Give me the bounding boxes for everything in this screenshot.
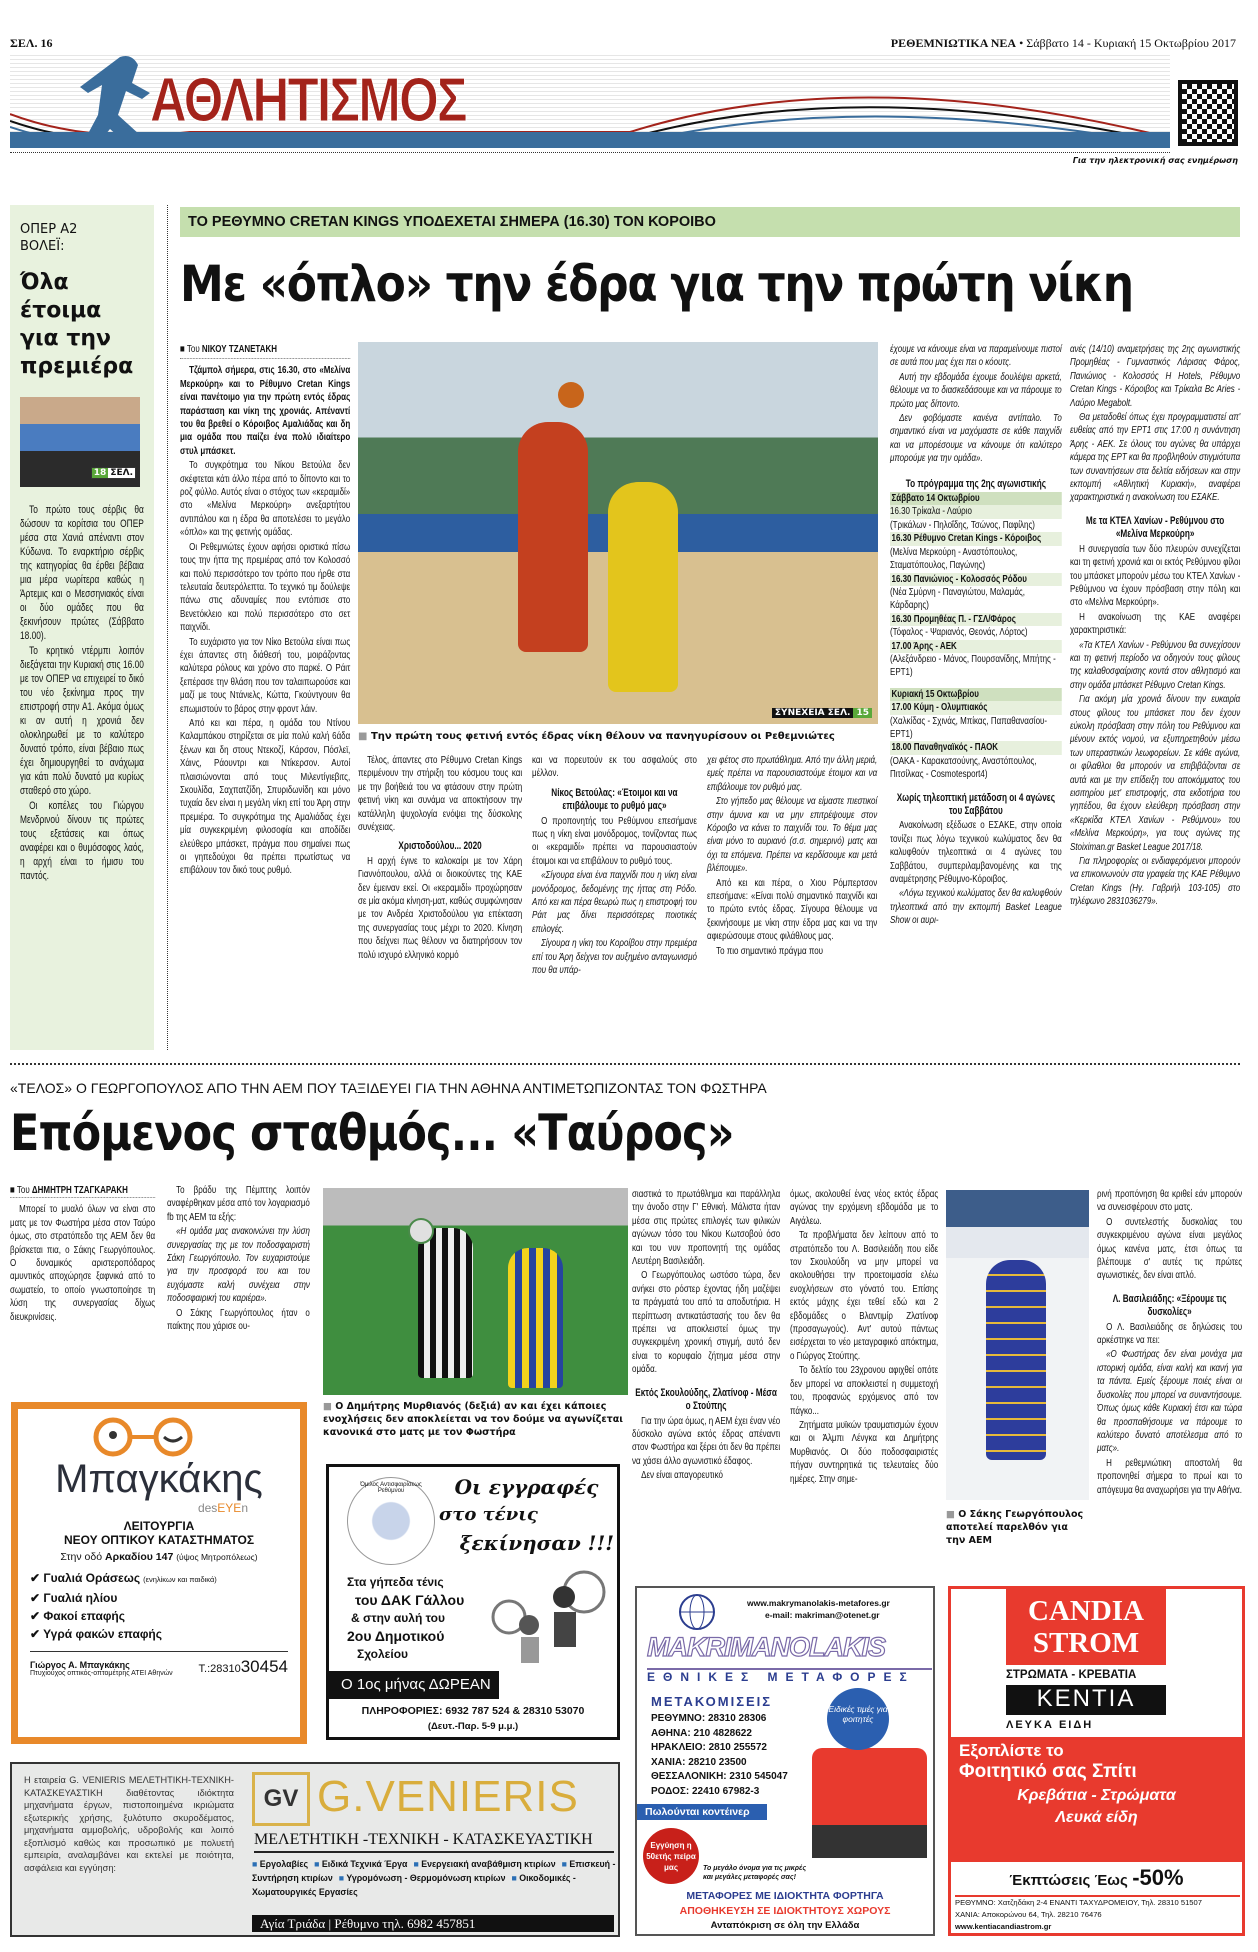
subbrand-a: des	[197, 1501, 218, 1515]
subheading: Χριστοδούλου... 2020	[398, 840, 482, 853]
paragraph: Ανακοίνωση εξέδωσε ο ΕΣΑΚΕ, στην οποία τονίζει πως λόγω τεχνικού κωλύματος δεν θα καλυφθούν τηλεοπτικά οι 4 αγώνες του Σαββάτου, συμπεριλαμβανομένης και της αναμέτρησης Ρέθυμνο-Κόροιβος.	[890, 819, 1062, 886]
quote: έχουμε να κάνουμε είναι να παραμείνουμε πιστοί σε αυτά που μας έχει πει ο κόουτς.	[890, 343, 1062, 369]
optics-item	[30, 1569, 288, 1589]
optics-phone	[199, 1657, 289, 1677]
optics-item-note: (ενηλίκων και παιδικά)	[143, 1575, 217, 1584]
paragraph: Το πρώτο τους σέρβις θα δώσουν τα κορίτσια του ΟΠΕΡ μέσα στα Χανιά απέναντι στον Κύδωνα. Το εναρκτήριο σέρβις της κατηγορίας θα έρθει βέβαια μια μέρα νωρίτερα καθώς η Άρτεμις και ο Μεσσηνιακός είναι οι δύο ομάδες που θα ξεκινήσουν πρώτες (Σάββατο 18.00).	[20, 504, 144, 642]
subheading: Χωρίς τηλεοπτική μετάδοση οι 4 αγώνες του Σαββάτου	[896, 791, 1055, 817]
service-label: Ενεργειακή αναβάθμιση κτιρίων	[421, 1859, 556, 1869]
paragraph: Το συγκρότημα του Νίκου Βετούλα δεν σκέφτεται κάτι άλλο πέρα από το δίποντο και το ροζ φύλλο. Αυτός είναι ο στόχος των «κεραμιδί» στο «Μελίνα Μερκούρη» ανεξαρτήτου αντιπάλου και η έδρα θα αποτελέσει το μεγάλο «όπλο» και της φετινής ομάδας.	[180, 459, 351, 539]
square-bullet-icon: ■	[338, 1873, 347, 1883]
venieris-service	[252, 1859, 308, 1869]
paragraph: Το ευχάριστο για τον Νίκο Βετούλα είναι πως έχει άπαντες στη διάθεσή του, μοιράζοντας καλύτερα ρόλους και χρόνο στο παρκέ. Ο Ράιτ ξεπέρασε την θλάση που τον ταλαιπωρούσε και μαζί με τους Ντάνιελς, Κώττα, Γκούντγουιν θα επωμιστούν το βάρος στην φροντ λάιν.	[180, 635, 351, 715]
sidebar-title: Όλα έτοιμα για την πρεμιέρα	[20, 270, 134, 379]
service-label: Οικοδομικές - Χωματουργικές Εργασίες	[252, 1873, 576, 1897]
byline: ■ Του ΝΙΚΟΥ ΤΖΑΝΕΤΑΚΗ	[180, 343, 350, 359]
kids-tennis-illustration	[489, 1567, 614, 1667]
subbrand-c: n	[241, 1501, 248, 1515]
continued-label: ΣΥΝΕΧΕΙΑ ΣΕΛ.	[774, 708, 851, 718]
phone-prefix: Τ.:28310	[198, 1663, 241, 1675]
promo-line: Φοιτητικό σας Σπίτι	[959, 1761, 1137, 1782]
tennis-line: Σχολείου	[357, 1647, 409, 1661]
quote: χει φέτος στο πρωτάθλημα. Από την άλλη μεριά, εμείς πρέπει να παρουσιαστούμε έτοιμοι και να επιβάλουμε τον ρυθμό μας.	[707, 754, 878, 793]
address-prefix: Στην οδό	[60, 1551, 103, 1563]
program-game-info: (Τόφαλος - Ψαριανός, Θεονάς, Λόρτος)	[890, 626, 1028, 639]
subbrand-b: EYE	[217, 1501, 242, 1515]
movers-brand-sub: ΕΘΝΙΚΕΣ ΜΕΤΑΦΟΡΕΣ	[647, 1668, 932, 1684]
optics-owner-title: Πτυχιούχος οπτικός-οπτομέτρης ΑΤΕΙ Αθηνών	[30, 1670, 173, 1677]
paragraph: Το πιο σημαντικό πράγμα που	[716, 944, 824, 957]
paragraph: Μπορεί το μυαλό όλων να είναι στο ματς με τον Φωστήρα μέσα στον Ταύρο όμως, στο στρατόπεδο της ΑΕΜ δεν θα βρίσκεται πια, ο Σάκης Γεωργόπουλος. Ο δυναμικός αριστεροπόδαρος αμυντικός αποχώρησε ξαφνικά από το σωματείο, το οποίο γνωστοποίησε τη λύση της συνεργασίας δίχως διευκρινίσεις.	[10, 1203, 156, 1323]
basketball-photo	[358, 342, 878, 724]
optics-brand: Μπαγκάκης	[55, 1457, 263, 1501]
address-line: ΧΑΝΙΑ: Αποκορώνου 64, Τηλ. 28210 76476	[955, 1910, 1102, 1919]
program-title: Το πρόγραμμα της 2ης αγωνιστικής	[905, 477, 1047, 490]
globe-icon	[657, 1592, 727, 1632]
discount-label: Έκπτώσεις Έως	[1009, 1872, 1128, 1889]
paragraph: ρινή προπόνηση θα κριθεί εάν μπορούν να συνεισφέρουν στο ματς.	[1097, 1188, 1243, 1214]
paragraph: Οι Ρεθεμνιώτες έχουν αφήσει οριστικά πίσω τους την ήττα της πρεμιέρας από τον Κολοσσό και πολύ περισσότερο τον τρόπο που ήρθε στα τελευταία δευτερόλεπτα. Το τεχνικό τιμ δούλεψε πάνω στις αδυναμίες που εντόπισε στο Βενετόκλειο και πολύ περισσότερο στο σετ παιχνίδι.	[180, 540, 351, 634]
optics-item-label: Γυαλιά ηλίου	[43, 1591, 118, 1605]
tennis-hours: (Δευτ.-Παρ. 5-9 μ.μ.)	[427, 1721, 519, 1732]
paragraph: Ζητήματα μυϊκών τραυματισμών έχουν και οι Άλμπι Λένγκα και Δημήτρης Μυρθιανός. Οι δύο ποδοσφαιριστές πήγαν συντηρητικά τις τελευταίες δύο ημέρες. Στην σημε-	[790, 1418, 939, 1485]
program-game: 16.30 Τρίκαλα - Λαύριο	[890, 505, 1062, 518]
program-game: 17.00 Κύμη - Ολυμπιακός	[890, 701, 1062, 714]
banner-rule	[10, 152, 1170, 153]
containers-label: Πωλούνται κοντέινερ	[637, 1804, 767, 1820]
optics-item-label: Υγρά φακών επαφής	[43, 1627, 162, 1641]
program-list	[890, 492, 1062, 782]
address-street: Αρκαδίου 147	[105, 1551, 174, 1563]
quote: Στο γήπεδο μας θέλουμε να είμαστε πιεστικοί στην άμυνα και να μην επιτρέψουμε στον Κόροιβο να κάνει το παιχνίδι του. Το θέμα μας είναι μόνο το αυριανό (σ.σ. σημερινό) ματς και όχι τα επόμενα. Πρέπει να κερδίσουμε και μετά βλέπουμε».	[707, 795, 878, 875]
optics-address	[30, 1551, 288, 1563]
article2-col1	[10, 1184, 155, 1325]
program-game: 18.00 Παναθηναϊκός - ΠΑΟΚ	[890, 741, 1062, 754]
paragraph: Ο Γεωργόπουλος ωστόσο τώρα, δεν ανήκει στο ρόστερ έχοντας ήδη μαζέψει τα πράγματά του από τα αποδυτήρια. Η περίπτωση αντικατάστασής του δεν θα πρέπει να αποκλειστεί όμως την συγκεκριμένη χρονική στιγμή, αυτό δεν είναι το κορυφαίο ζήτημα μέσα στην ομάδα.	[632, 1269, 781, 1376]
sidebar-box	[10, 205, 154, 1050]
checkmark-icon: ✔	[30, 1591, 44, 1605]
byline-prefix: Του	[16, 1184, 30, 1196]
page-ref-number: 18	[93, 468, 107, 478]
section-banner	[10, 52, 1170, 150]
program-game-info: (ΟΑΚΑ - Καρακατσούνης, Αναστόπουλος, Πιτσίλκας - Cosmotesport4)	[890, 754, 1037, 781]
movers-phone: ΘΕΣΣΑΛΟΝΙΚΗ: 2310 545047	[651, 1771, 788, 1782]
page-number: ΣΕΛ. 16	[10, 36, 53, 50]
ad-tennis[interactable]	[326, 1464, 620, 1740]
article1-col4	[707, 754, 877, 959]
paragraph: Η συνεργασία των δύο πλευρών συνεχίζεται και τη φετινή χρονιά και οι εκτός Ρεθύμνου φίλοι του μπάσκετ μπορούν μέσω του ΚΤΕΛ Χανίων - Ρεθύμνου να έχουν πρόσβαση στην πόλη και στο «Μελίνα Μερκούρη».	[1070, 542, 1241, 609]
program-game: 16.30 Προμηθέας Π. - ΓΣΛ/Φάρος	[890, 613, 1062, 626]
article2-kicker: «ΤΕΛΟΣ» Ο ΓΕΩΡΓΟΠΟΥΛΟΣ ΑΠΟ ΤΗΝ ΑΕΜ ΠΟΥ ΤΑΞΙΔΕΥΕΙ ΓΙΑ ΤΗΝ ΑΘΗΝΑ ΑΝΤΙΜΕΤΩΠΙΖΟΝΤΑΣ ΤΟΝ ΦΩΣΤΗΡΑ	[10, 1080, 767, 1096]
glasses-icon	[88, 1417, 198, 1457]
player-red	[518, 422, 588, 652]
candia-brand-2: STROM	[1032, 1627, 1140, 1659]
movers-line3: Ανταπόκριση σε όλη την Ελλάδα	[710, 1920, 860, 1931]
movers-brand: MAKRIMANOLAKIS	[647, 1632, 885, 1662]
ad-candia-strom[interactable]	[948, 1586, 1245, 1936]
program-game: 16.30 Ρέθυμνο Cretan Kings - Κόροιβος	[890, 532, 1062, 545]
venieris-services	[252, 1857, 617, 1899]
issue-date: Σάββατο 14 - Κυριακή 15 Οκτωβρίου 2017	[1026, 36, 1236, 50]
venieris-tagline: ΜΕΛΕΤΗΤΙΚΗ -ΤΕΧΝΙΚΗ - ΚΑΤΑΣΚΕΥΑΣΤΙΚΗ	[254, 1830, 614, 1853]
promo-line: Εξοπλίστε το	[959, 1741, 1064, 1760]
photo-caption: ■ Ο Δημήτρης Μυρθιανός (δεξιά) αν και έχει κάποιες ενοχλήσεις δεν αποκλείεται να τον δούμε να αγωνίζεται κανονικά στο ματς με τον Φωστήρα	[323, 1400, 628, 1439]
program-day: Σάββατο 14 Οκτωβρίου	[890, 492, 1062, 505]
qr-code	[1178, 80, 1238, 146]
subheading: Νίκος Βετούλας: «Έτοιμοι και να επιβάλουμε το ρυθμό μας»	[551, 786, 678, 813]
tennis-line: του ΔΑΚ Γάλλου	[355, 1592, 465, 1608]
address-note: (ύψος Μητροπόλεως)	[176, 1552, 258, 1562]
tennis-title-2: στο τένις	[439, 1504, 538, 1525]
paragraph: Η αρχή έγινε το καλοκαίρι με τον Χάρη Γιαννόπουλου, αλλά οι διοικούντες της ΚΑΕ δεν έμειναν εκεί. Οι «κεραμιδί» προχώρησαν σε μία ακόμα κίνηση-ματ, καθώς συμφώνησαν με τον Ανδρέα Χριστοδούλου για επέκταση της συνεργασίας τους μέχρι το 2020. Κίνηση που δείχνει πως θέλουν να διατηρήσουν τον πολύ ισχυρό ελληνικό κορμό	[358, 854, 523, 961]
article1-kicker: ΤΟ ΡΕΘΥΜΝΟ CRETAN KINGS ΥΠΟΔΕΧΕΤΑΙ ΣΗΜΕΡΑ (16.30) ΤΟΝ ΚΟΡΟΙΒΟ	[180, 207, 1240, 237]
tennis-title-3: ξεκίνησαν !!!	[459, 1531, 614, 1555]
venieris-logo: GV	[252, 1772, 310, 1826]
promo-line: Κρεβάτια - Στρώματα	[1017, 1787, 1176, 1804]
sidebar-body	[20, 503, 144, 883]
venieris-text: Η εταιρεία G. VENIERIS ΜΕΛΕΤΗΤΙΚΗ-ΤΕΧΝΙΚΗ-ΚΑΤΑΣΚΕΥΑΣΤΙΚΗ διαθέτοντας ιδιόκτητα μηχανήματα έργων, πιστοποιημένα ικριώματα εξωτερικής χρήσης, ξυλότυπο σκυροδέματος, μηχανήματα αμμοβολής, υδροβολής και λοιπό εξοπλισμό καθώς και προσωπικό με πολυετή εμπειρία, αναλαμβάνει και εκτελεί με ποιότητα, ασφάλεια και εγγύηση:	[24, 1775, 234, 1873]
square-bullet-icon: ■	[314, 1859, 322, 1869]
guarantee-seal: Εγγύηση η 50ετής πείρα μας	[643, 1828, 699, 1884]
quote: «Λόγω τεχνικού κωλύματος δεν θα καλυφθούν τηλεοπτικά από την εκπομπή Basket League Show οι αυρι-	[890, 887, 1062, 927]
checkmark-icon: ✔	[30, 1627, 44, 1641]
paragraph: Οι κοπέλες του Γιώργου Μενδρινού δίνουν τις πρώτες τους εξετάσεις και όπως αναφέρει και ο θυμόσοφος λαός, η αρχή είναι το ήμισυ του παντός.	[20, 800, 144, 882]
candia-discount	[951, 1865, 1242, 1891]
quote: «Τα ΚΤΕΛ Χανίων - Ρεθύμνου θα συνεχίσουν και τη φετινή περίοδο να οδηγούν τους φίλους της καλαθοσφαίρισης κοντά στον αθλητισμό και στην ομάδα μπάσκετ Ρέθυμνο Cretan Kings.	[1070, 638, 1241, 691]
movers-phone-list	[651, 1712, 788, 1799]
tennis-club-logo	[347, 1477, 435, 1565]
candia-line2: ΛΕΥΚΑ ΕΙΔΗ	[1006, 1719, 1094, 1731]
byline-author: ΝΙΚΟΥ ΤΖΑΝΕΤΑΚΗ	[201, 343, 277, 355]
service-label: Εργολαβίες	[259, 1859, 309, 1869]
optics-item	[30, 1625, 288, 1643]
volleyball-team-photo	[20, 397, 140, 487]
section-divider	[10, 1063, 1240, 1065]
quote: Για ακόμη μία χρονιά δίνουν την ευκαιρία στους φίλους του μπάσκετ που δεν έχουν εύκολη πρόσβαση στην πόλη του Ρεθύμνου και μένουν εκτός νομού, να εξυπηρετηθούν μέσω των υπεραστικών λεωφορείων. Σε κάθε αγώνα, οι φίλαθλοι θα μπορούν να επιβιβάζονται σε αυτά και με την επίδειξη του αποκόμματος του εισιτηρίου μετ' επιστροφής, στα εκδοτήρια του γηπέδου, θα έχουν ελεύθερη πρόσβαση στην «Κερκίδα ΚΤΕΛ Χανίων - Ρεθύμνου» του «Μελίνα Μερκούρη», για τους αγώνες της Stoiximan.gr Basket League 2017/18.	[1070, 693, 1241, 853]
optics-item	[30, 1589, 288, 1607]
ad-venieris[interactable]	[10, 1762, 620, 1937]
quote: «Ο Φωστήρας δεν είναι μονάχα μια ιστορική ομάδα, είναι καλή και ικανή για τα πάντα. Εμείς ξέρουμε ποιές είναι οι δυσκολίες που μπορεί να συναντήσουμε. Όπως όμως κάθε Κυριακή έτσι και τώρα θα προσπαθήσουμε να πάρουμε το καλύτερο δυνατό αποτέλεσμα από το ματς».	[1097, 1348, 1243, 1455]
optics-item-label: Φακοί επαφής	[43, 1609, 125, 1623]
ad-optics[interactable]	[11, 1402, 307, 1744]
service-label: Επισκευή - Συντήρηση κτιρίων	[252, 1859, 616, 1883]
venieris-service	[413, 1859, 555, 1869]
article2-col4	[790, 1188, 938, 1487]
article2-col5	[1097, 1188, 1242, 1498]
optics-owner: Γιώργος Α. Μπαγκάκης	[30, 1660, 130, 1670]
tennis-info: ΠΛΗΡΟΦΟΡΙΕΣ: 6932 787 524 & 28310 53070	[361, 1705, 585, 1717]
program-game-info: (Μελίνα Μερκούρη - Αναστόπουλος, Σταματόπουλος, Παγώνης)	[890, 545, 1018, 572]
lead-paragraph: Τζάμπολ σήμερα, στις 16.30, στο «Μελίνα Μερκούρη» και το Ρέθυμνο Cretan Kings είναι πανέτοιμο για την πρώτη εντός έδρας παράσταση και νίκη της χρονιάς. Απέναντί του θα βρεθεί ο Κόροιβος Αμαλιάδας και δη μια ομάδα που παίζει ένα πολύ ιδιαίτερο στυλ μπάσκετ.	[180, 364, 351, 457]
service-label: Ειδικά Τεχνικά Έργα	[321, 1859, 408, 1869]
quote: «Η ομάδα μας ανακοινώνει την λύση συνεργασίας της με τον ποδοσφαιριστή Σάκη Γεωργόπουλο. Τον ευχαριστούμε για την προσφορά του και του ευχόμαστε καλή συνέχεια στην ποδοσφαιρική του καριέρα».	[167, 1225, 310, 1305]
article2-headline: Επόμενος σταθμός... «Ταύρος»	[10, 1104, 734, 1162]
candia-promo	[951, 1737, 1242, 1862]
article1-col5	[890, 343, 1062, 929]
article1-col2	[358, 754, 522, 963]
movers-line2: ΑΠΟΘΗΚΕΥΣΗ ΣΕ ΙΔΙΟΚΤΗΤΟΥΣ ΧΩΡΟΥΣ	[679, 1905, 891, 1917]
player-blue-kit	[986, 1260, 1046, 1460]
optics-footer	[30, 1651, 288, 1677]
venieris-contact: Αγία Τριάδα | Ρέθυμνο τηλ. 6982 457851	[252, 1915, 614, 1932]
continued-page: 15	[853, 708, 872, 718]
program-game: 17.00 Άρης - ΑΕΚ	[890, 640, 1062, 653]
program-game-info: (Αλεξάνδρειο - Μάνος, Πουρσανίδης, Μπήτης - ΕΡΤ1)	[890, 652, 1056, 679]
masthead-date: ΡΕΘΕΜΝΙΩΤΙΚΑ ΝΕΑ • Σάββατο 14 - Κυριακή 15 Οκτωβρίου 2017	[890, 36, 1236, 50]
paragraph: Τέλος, άπαντες στο Ρέθυμνο Cretan Kings περιμένουν την στήριξη του κόσμου τους και με την βοήθειά του να φτάσουν στην πρώτη φετινή νίκη και συνάμα να αποκτήσουν την κατάλληλη ψυχολογία ενόψει της δύσκολης συνέχειας.	[358, 754, 523, 834]
venieris-brand: G.VENIERIS	[317, 1772, 579, 1821]
student-price-sticker: Ειδικές τιμές για φοιτητές	[827, 1688, 889, 1750]
player-black-white	[418, 1228, 473, 1378]
quote: Δεν φοβόμαστε κανένα αντίπαλο. Το σημαντικό είναι να μαχόμαστε σε κάθε παιχνίδι και να μπορέσουμε να κάνουμε ότι καλύτερο μπορούμε για την ομάδα».	[890, 412, 1062, 465]
player-yellow	[608, 482, 678, 692]
photo-caption: ■ Την πρώτη τους φετινή εντός έδρας νίκη θέλουν να πανηγυρίσουν οι Ρεθεμνιώτες	[358, 730, 878, 744]
paragraph: όμως, ακολουθεί ένας νέος εκτός έδρας αγώνας την ερχόμενη εβδομάδα με το Αιγάλεω.	[790, 1188, 939, 1227]
paragraph: και να πορευτούν εκ του ασφαλούς στο μέλλον.	[532, 754, 697, 780]
quote: Για πληροφορίες οι ενδιαφερόμενοι μπορούν να επικοινωνούν στα γραφεία της ΚΑΕ Ρέθυμνο Cretan Kings (Ηγ. Γαβριήλ 103-105) στο τηλέφωνο 2831036279».	[1070, 855, 1241, 908]
subheading: Με τα ΚΤΕΛ Χανίων - Ρεθύμνου στο «Μελίνα Μερκούρη»	[1085, 514, 1225, 541]
venieris-service	[339, 1873, 506, 1883]
qr-caption: Για την ηλεκτρονική σας ενημέρωση	[1072, 156, 1238, 165]
quote: «Σίγουρα είναι ένα παιχνίδι που η νίκη είναι μονόδρομος, δεδομένης της ήττας στη Ρόδο. Από κει και πέρα θεωρώ πως η επιστροφή του Ράιτ μας δίνει περισσότερες ποιοτικές επιλογές.	[532, 869, 697, 935]
paragraph: Η ανακοίνωση της ΚΑΕ αναφέρει χαρακτηριστικά:	[1070, 610, 1241, 637]
player-yellow-blue	[508, 1248, 563, 1388]
logo-text: Όμιλος Αντισφαιρίσεως Ρεθύμνου	[360, 1482, 422, 1494]
movers-moves: ΜΕΤΑΚΟΜΙΣΕΙΣ	[651, 1694, 773, 1709]
byline: ■ Του ΔΗΜΗΤΡΗ ΤΖΑΓΚΑΡΑΚΗ	[10, 1184, 155, 1198]
paragraph: Το κρητικό ντέρμπι λοιπόν διεξάγεται την Κυριακή στις 16.00 με τον ΟΠΕΡ να επιχειρεί το δικό του νέο ξεκίνημα προς την επιστροφή στην Α1. Ακόμα όμως κι αν αυτή η χρονιά δεν ολοκληρωθεί με το καλύτερο δυνατό τρόπο, είναι βέβαιο πως έχει δημιουργηθεί το ανάχωμα για κάτι πολύ δυνατό μα κυρίως σταθερό στο χώρο.	[20, 645, 144, 797]
paragraph: Από κει και πέρα, η ομάδα του Ντίνου Καλαμπάκου στηρίζεται σε μία πολύ καλή 6άδα ξένων και δη στους Ντεκοζί, Κάρσον, Πόσλεϊ, Χάινς, Ράουντρι και Ντίκερσον. Αυτοί πλαισιώνονται από τους Μιλεντίγιεβιτς, Σκουλίδα, Σαχπατζίδη, Σπυριδωνίδη και μόνο τυχαία δεν είναι η μεγάλη νίκη επί του Άρη στην πρεμιέρα. Το συγκρότημα της Αμαλιάδας έχει μία συγκεκριμένη φιλοσοφία και αποδίδει ελεύθερο μπάσκετ, πράγμα που σημαίνει πως οι γηπεδούχοι θα πρέπει πρωτίστως να επιβάλουν τον δικό τους ρυθμό.	[180, 716, 351, 877]
candia-web[interactable]: www.kentiacandiastrom.gr	[955, 1922, 1052, 1931]
paragraph: σιαστικά το πρωτάθλημα και παράλληλα την άνοδο στην Γ' Εθνική. Μάλιστα ήταν μέσα στις πρώτες επιλογές των φιλικών αγώνων τόσο του Νίκου Κωτσοβού όσο και του νυν προπονητή της ομάδας Λευτέρη Βασιλειάδη.	[632, 1188, 781, 1268]
tennis-line: Στα γήπεδα τένις	[347, 1575, 444, 1589]
checkmark-icon: ✔	[30, 1609, 44, 1623]
tennis-location	[347, 1573, 464, 1663]
football	[408, 1218, 434, 1244]
checkmark-icon: ✔	[30, 1571, 44, 1585]
paragraph: Ο Σάκης Γεωργόπουλος ήταν ο παίκτης που χάρισε ου-	[167, 1306, 310, 1333]
page-ref-label: ΣΕΛ.	[110, 468, 133, 478]
paragraph: Το δελτίο του 23χρονου αφιχθεί οπότε δεν μπορεί να αποκλειστεί η συμμετοχή του, προφανώς ερχόμενος από τον πάγκο...	[790, 1364, 939, 1417]
movers-phone: ΧΑΝΙΑ: 28210 23500	[651, 1756, 747, 1768]
paragraph: Για την ώρα όμως, η ΑΕΜ έχει έναν νέο δύσκολο αγώνα εκτός έδρας απέναντι στον Φωστήρα και ξέρει ότι δεν θα πρέπει να χάσει άλλο αγωνιστικό έδαφος.	[632, 1414, 781, 1467]
paragraph: Η ρεθεμνιώτικη αποστολή θα προπονηθεί σήμερα το πρωί και το απόγευμα θα αναχωρήσει για την Αθήνα.	[1097, 1456, 1243, 1496]
movers-slogan: Το μεγάλο όνομα για τις μικρές και μεγάλες μεταφορές σας!	[703, 1865, 807, 1881]
promo-line: Λευκά είδη	[1055, 1809, 1138, 1826]
article2-col3	[632, 1188, 780, 1484]
optics-item-label: Γυαλιά Οράσεως	[43, 1571, 141, 1585]
movers-web[interactable]: www.makrymanolakis-metafores.gr	[747, 1598, 890, 1608]
square-bullet-icon: ■	[252, 1859, 260, 1869]
article1-headline: Με «όπλο» την έδρα για την πρώτη νίκη	[180, 255, 1133, 313]
paper-name: ΡΕΘΕΜΝΙΩΤΙΚΑ ΝΕΑ	[890, 36, 1017, 50]
article1-col1	[180, 343, 350, 879]
tennis-title	[439, 1473, 614, 1557]
square-bullet-icon: ■	[413, 1859, 422, 1869]
tennis-line: & στην αυλή του	[351, 1611, 445, 1625]
kentia-logo: KENTIA	[1006, 1685, 1166, 1715]
quote: ανές (14/10) αναμετρήσεις της 2ης αγωνιστικής Προμηθέας - Γυμναστικός Λάρισας Φάρος, Πανιώνιος - Κολοσσός H Hotels, Ρέθυμνο Cretan Kings - Κόροιβος και Τρίκαλα Bc Aries - Λαύριο Megabolt.	[1070, 343, 1241, 409]
optics-line1: ΛΕΙΤΟΥΡΓΙΑ	[123, 1519, 195, 1533]
paragraph: Ο συντελεστής δυσκολίας του συγκεκριμένου αγώνα είναι μεγάλος όμως κανένα ματς, έτσι όπως τα βλέπουμε σ' αυτές τις πρώτες αγωνιστικές, δεν είναι απλό.	[1097, 1215, 1243, 1282]
movers-line1: ΜΕΤΑΦΟΡΕΣ ΜΕ ΙΔΙΟΚΤΗΤΑ ΦΟΡΤΗΓΑ	[686, 1890, 884, 1902]
candia-line1: ΣΤΡΩΜΑΤΑ - ΚΡΕΒΑΤΙΑ	[1006, 1669, 1137, 1681]
quote: Θα μεταδοθεί όπως έχει προγραμματιστεί απ' ευθείας από την ΕΡΤ1 στις 17:00 η συνάντηση Άρης - ΑΕΚ. Σε όλους του αγώνες θα υπάρχει κάμερα της ΕΡΤ και θα προβληθούν στιγμιότυπα των συναντήσεων στα δελτία ειδήσεων και στην εκπομπή «Αθλητική Κυριακή», αναφέρει χαρακτηριστικά η ανακοίνωση του ΕΣΑΚΕ.	[1070, 411, 1241, 504]
program-game-info: (Τρικάλων - Πηλοΐδης, Τσώνος, Παφίλης)	[890, 518, 1035, 531]
basketball	[558, 382, 584, 408]
paragraph: Ο Λ. Βασιλειάδης σε δηλώσεις του αρκέστηκε να πει:	[1097, 1320, 1243, 1347]
quote: Σίγουρα η νίκη του Κοροίβου στην πρεμιέρα επί του Άρη δείχνει τον αυξημένο ανταγωνισμό που θα υπάρ-	[532, 937, 697, 977]
square-bullet-icon: ■	[511, 1873, 520, 1883]
paragraph: Από κει και πέρα, ο Χιου Ρόμπερτσον επεσήμανε: «Είναι πολύ σημαντικό παιχνίδι και το πρώτο εντός έδρας. Σίγουρα θέλουμε να ξεκινήσουμε με νίκη στην έδρα μας και να την αφιερώσουμε στους φιλάθλους μας.	[707, 876, 878, 943]
optics-subbrand	[30, 1501, 288, 1515]
football-photo	[323, 1188, 628, 1395]
tennis-line: 2ου Δημοτικού	[347, 1628, 445, 1644]
subheading: Εκτός Σκουλούδης, Ζλατίνοφ - Μέσα ο Στούπης	[635, 1386, 777, 1413]
movers-phone: ΗΡΑΚΛΕΙΟ: 2810 255572	[651, 1742, 767, 1753]
article1-col6	[1070, 343, 1240, 910]
candia-addresses	[955, 1895, 1240, 1933]
section-title: ΑΘΛΗΤΙΣΜΟΣ	[150, 66, 466, 135]
movers-phone: ΡΟΔΟΣ: 22410 67982-3	[651, 1785, 760, 1797]
discount-value: -50%	[1132, 1865, 1184, 1890]
quote: Αυτή την εβδομάδα έχουμε δουλέψει αρκετά, θέλουμε να το διασκεδάσουμε και να πάρουμε το πρώτο μας δίποντο.	[890, 370, 1062, 410]
movers-phone: ΑΘΗΝΑ: 210 4828622	[651, 1727, 752, 1739]
article2-col2	[167, 1184, 310, 1334]
player-portrait-photo	[946, 1190, 1089, 1500]
paragraph: Ο προπονητής του Ρεθύμνου επεσήμανε πως η νίκη είναι μονόδρομος, τονίζοντας πως οι «κεραμιδί» πρέπει να παρουσιαστούν έτοιμοι και να επιβάλουν το ρυθμό τους.	[532, 814, 697, 867]
optics-item	[30, 1607, 288, 1625]
optics-line2: ΝΕΟΥ ΟΠΤΙΚΟΥ ΚΑΤΑΣΤΗΜΑΤΟΣ	[63, 1533, 255, 1547]
optics-list	[30, 1569, 288, 1643]
subheading: Λ. Βασιλειάδης: «Ξέρουμε τις δυσκολίες»	[1112, 1292, 1227, 1319]
program-day: Κυριακή 15 Οκτωβρίου	[890, 688, 1062, 701]
paragraph: Το βράδυ της Πέμπτης λοιπόν αναφέρθηκαν μέσα από τον λογαριασμό fb της ΑΕΜ τα εξής:	[167, 1184, 310, 1223]
program-game-info: (Νέα Σμύρνη - Παναγιώτου, Μαλαμάς, Κάρδαρης)	[890, 585, 1025, 612]
continued-badge	[772, 708, 872, 718]
candia-brand-1: CANDIA	[1028, 1595, 1144, 1627]
address-line: ΡΕΘΥΜΝΟ: Χατζηδάκη 2-4 ΕΝΑΝΤΙ ΤΑΧΥΔΡΟΜΕΙΟΥ, Τηλ. 28310 51507	[955, 1898, 1202, 1907]
movers-phone: ΡΕΘΥΜΝΟ: 28310 28306	[651, 1713, 767, 1724]
tennis-title-1: Οι εγγραφές	[454, 1475, 599, 1499]
byline-prefix: Του	[186, 343, 200, 355]
phone-number: 30454	[240, 1657, 288, 1676]
page-ref-badge	[91, 467, 136, 479]
program-game-info: (Χαλκίδας - Σχινάς, Μπίκας, Παπαθανασίου- ΕΡΤ1)	[890, 714, 1048, 740]
article1-col3	[532, 754, 697, 979]
candia-logo	[1006, 1589, 1166, 1665]
ad-movers[interactable]	[635, 1586, 935, 1936]
paragraph: Δεν είναι απαγορευτικό	[641, 1469, 723, 1482]
sidebar-kicker: ΟΠΕΡ Α2 ΒΟΛΕΪ:	[20, 222, 78, 254]
column-divider	[167, 205, 168, 1050]
venieris-service	[314, 1859, 407, 1869]
free-month-banner: Ο 1ος μήνας ΔΩΡΕΑΝ	[329, 1671, 499, 1699]
service-label: Υγρομόνωση - Θερμομόνωση κτιρίων	[346, 1873, 506, 1883]
square-bullet-icon: ■	[561, 1859, 570, 1869]
paragraph: Τα προβλήματα δεν λείπουν από το στρατόπεδο του Λ. Βασιλειάδη που είδε τον Σκουλούδη να μην μπορεί να ακολουθήσει την προετοιμασία ελέω ενοχλήσεων στο γόνατό του. Επίσης εκτός μάχης έχει τεθεί εδώ και 2 εβδομάδες ο Βλαντιμίρ Ζλατίνοφ (προσαγωγούς). Αντ' αυτού πάντως εισέρχεται το νέο μεταγραφικό απόκτημα, ο Γιώργος Στούπης.	[790, 1229, 939, 1362]
truck-image	[812, 1748, 927, 1858]
movers-email[interactable]: e-mail: makriman@otenet.gr	[765, 1610, 880, 1620]
program-game: 16.30 Πανιώνιος - Κολοσσός Ρόδου	[890, 573, 1062, 586]
photo-caption: ■ Ο Σάκης Γεωργόπουλος αποτελεί παρελθόν για την ΑΕΜ	[946, 1508, 1089, 1547]
byline-author: ΔΗΜΗΤΡΗ ΤΖΑΓΚΑΡΑΚΗ	[31, 1184, 128, 1196]
